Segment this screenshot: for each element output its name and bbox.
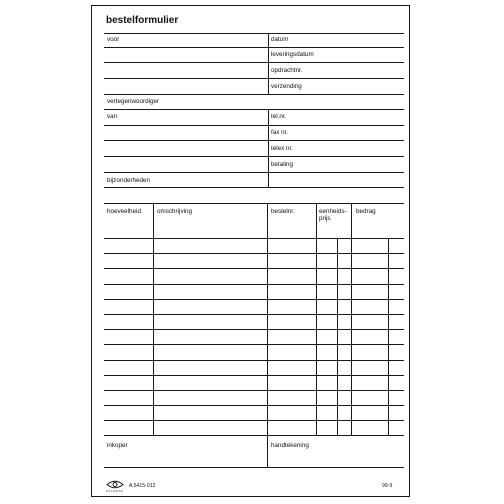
atlanta-eye-logo-icon	[106, 480, 124, 489]
col-hoeveelheid: hoeveelheid	[107, 208, 141, 215]
table-row	[104, 344, 404, 345]
rule-leveringsdatum	[104, 62, 404, 63]
rule-betaling	[104, 187, 404, 188]
label-bijzonderheden: bijzonderheden	[107, 177, 151, 184]
label-datum: datum	[271, 36, 289, 43]
form-code: 99-9	[382, 483, 393, 489]
table-row	[104, 253, 404, 254]
table-row	[104, 360, 404, 361]
rule-footer-bottom	[104, 467, 404, 468]
label-van: van	[107, 113, 118, 120]
rule-telexnr	[104, 172, 404, 173]
table-row	[104, 268, 404, 269]
divider-hoeveelheid	[153, 203, 154, 435]
label-inkoper: inkoper	[107, 442, 128, 449]
divider-omschrijving	[267, 203, 268, 435]
divider-inkoper-handtekening	[267, 435, 268, 467]
divider-bestelnr	[316, 203, 317, 435]
rule-top	[104, 33, 404, 34]
brand-name: ATLANTA	[106, 489, 124, 493]
col-omschrijving: omschrijving	[157, 208, 192, 215]
rule-opdrachtnr	[104, 78, 404, 79]
rule-verzending	[104, 94, 404, 95]
table-row	[104, 390, 404, 391]
table-row	[104, 314, 404, 315]
label-telexnr: telex nr.	[271, 145, 294, 152]
label-handtekening: handtekening	[271, 442, 309, 449]
divider-voor-datum	[268, 33, 269, 94]
col-bedrag: bedrag	[356, 208, 376, 215]
divider-eenheidsprijs	[351, 203, 352, 435]
rule-faxnr	[104, 156, 404, 157]
label-voor: voor	[107, 36, 120, 43]
rule-bijzonderheden	[104, 203, 404, 204]
col-bestelnr: bestelnr.	[271, 208, 295, 215]
rule-datum	[104, 47, 404, 48]
label-opdrachtnr: opdrachtnr.	[271, 67, 303, 74]
table-row	[104, 405, 404, 406]
table-row	[104, 420, 404, 421]
table-row	[104, 375, 404, 376]
table-row	[104, 284, 404, 285]
col-eenheidsprijs: eenheids-prijs	[319, 208, 347, 222]
rule-van	[104, 125, 404, 126]
article-number: A 5415-012	[129, 483, 156, 489]
rule-footer-top	[104, 435, 404, 436]
label-telnr: tel.nr.	[271, 113, 287, 120]
label-leveringsdatum: leveringsdatum	[271, 51, 314, 58]
divider-van-telnr	[268, 109, 269, 187]
label-verzending: verzending	[271, 83, 302, 90]
rule-telnr	[104, 140, 404, 141]
label-vertegenwoordiger: vertegenwoordiger	[107, 98, 160, 105]
label-betaling: betaling	[271, 161, 294, 168]
rule-vertegenwoordiger	[104, 109, 404, 110]
form-title: bestelformulier	[106, 15, 179, 26]
label-faxnr: fax nr.	[271, 129, 289, 136]
rule-table-head	[104, 238, 404, 239]
table-row	[104, 329, 404, 330]
table-row	[104, 299, 404, 300]
